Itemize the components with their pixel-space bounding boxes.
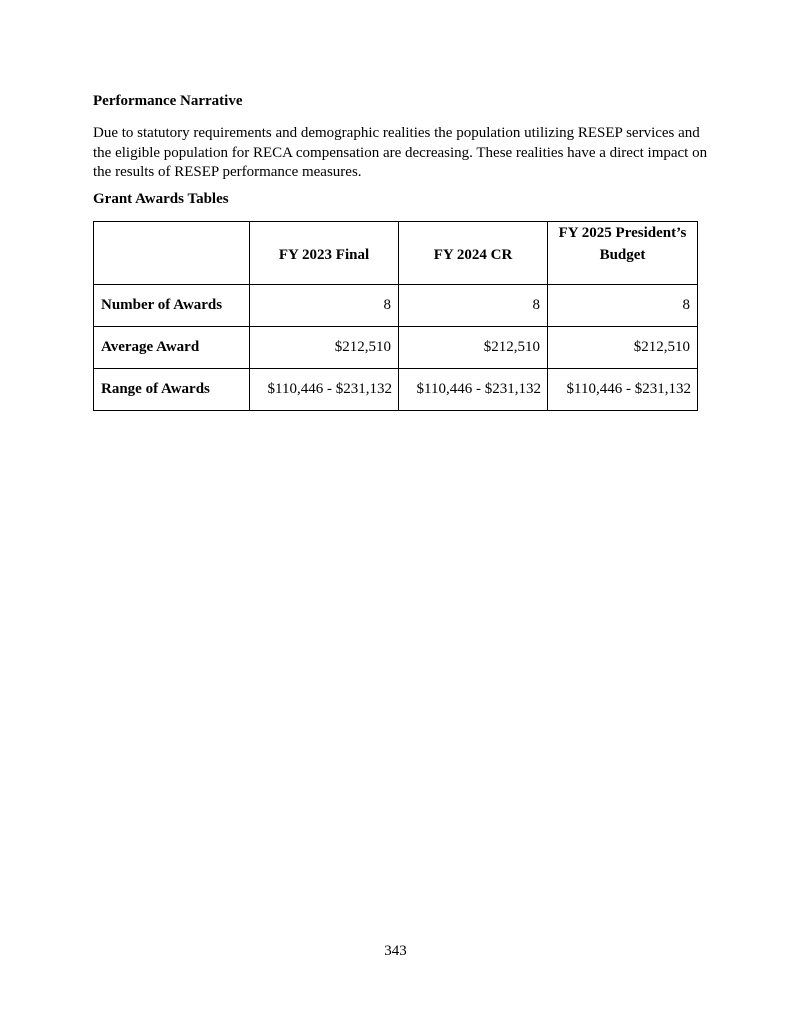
table-cell: 8: [548, 285, 698, 327]
table-cell: $110,446 - $231,132: [250, 369, 399, 411]
table-row: [94, 369, 698, 411]
column-header: FY 2024 CR: [399, 222, 548, 285]
table-cell: $212,510: [548, 327, 698, 369]
narrative-paragraph: Due to statutory requirements and demographic realities the population utilizing RESEP services and the eligible population for RECA compensation are decreasing. These realities have a direct impact on the results of RESEP performance measures.: [93, 125, 708, 180]
table-cell: 8: [250, 285, 399, 327]
column-header: FY 2023 Final: [250, 222, 399, 285]
section-heading: Performance Narrative: [93, 93, 243, 109]
table-cell: $110,446 - $231,132: [399, 369, 548, 411]
grant-awards-table: [93, 221, 698, 411]
table-row: [94, 327, 698, 369]
column-header: FY 2025 President’s Budget: [548, 222, 698, 285]
table-cell: $110,446 - $231,132: [548, 369, 698, 411]
page-number: 343: [384, 943, 407, 959]
table-cell: 8: [399, 285, 548, 327]
table-cell: $212,510: [250, 327, 399, 369]
table-row: [94, 285, 698, 327]
table-header-row: [94, 222, 698, 285]
row-label: Number of Awards: [94, 285, 250, 327]
table-title: Grant Awards Tables: [93, 191, 229, 207]
column-header: [94, 222, 250, 285]
table-cell: $212,510: [399, 327, 548, 369]
row-label: Average Award: [94, 327, 250, 369]
row-label: Range of Awards: [94, 369, 250, 411]
